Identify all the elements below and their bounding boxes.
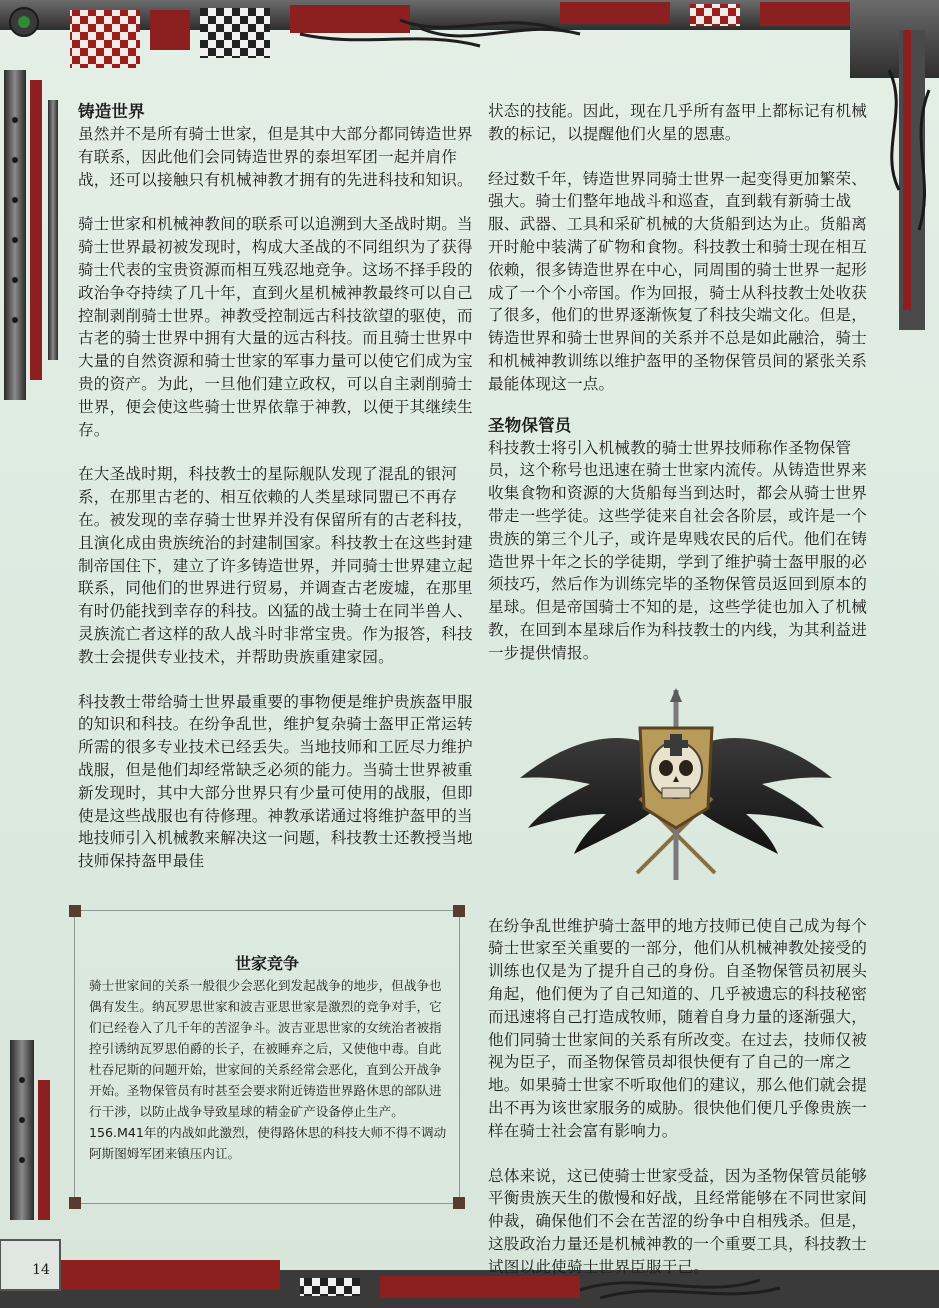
section-title-forge-world: 铸造世界 — [78, 102, 145, 121]
top-decorative-border — [0, 0, 939, 92]
corner-ornament — [69, 905, 81, 917]
paragraph: 在纷争乱世维护骑士盔甲的地方技师已使自己成为每个骑士世家至关重要的一部分，他们从机械神教处接受的训练也仅是为了提升自己的身份。自圣物保管员初展头角起，他们便为了自己知道的、几乎被遗忘的科技秘密而迅速将自己打造成牧师，随着自身力量的逐渐强大，他们同骑士世家间的关系有所改变。在过去，技师仅被视为臣子，而圣物保管员却很快便有了自己的一席之地。如果骑士世家不听取他们的建议，那么他们就会提出不再为该世家服务的威胁。很快他们便几乎像贵族一样在骑士社会富有影响力。 — [488, 916, 868, 1140]
corner-ornament — [453, 1197, 465, 1209]
left-column — [78, 100, 478, 873]
corner-ornament — [69, 1197, 81, 1209]
paragraph: 科技教士带给骑士世界最重要的事物便是维护贵族盔甲服的知识和科技。在纷争乱世，维护复杂骑士盔甲正常运转所需的很多专业技术已经丢失。当地技师和工匠尽力维护战服，但是他们却经常缺乏必须的能力。当骑士世界被重新发现时，其中大部分世界只有少量可使用的战服，但即使是这些战服也有待修理。神教承诺通过将维护盔甲的当地技师引入机械教来解决这一问题，科技教士还教授当地技师保持盔甲最佳 — [78, 692, 473, 871]
sidebar-title: 世家竞争 — [234, 954, 299, 973]
section-title-relic-keepers: 圣物保管员 — [488, 415, 572, 435]
paragraph: 总体来说，这已使骑士世家受益，因为圣物保管员能够平衡贵族天生的傲慢和好战，且经常能够在不同世家间仲裁，确保他们不会在苦涩的纷争中自相残杀。但是，这股政治力量还是机械神教的一个重要工具，科技教士试图以此使骑士世界臣服于己。 — [488, 1166, 868, 1276]
paragraph: 虽然并不是所有骑士世家，但是其中大部分都同铸造世界有联系，因此他们会同铸造世界的泰坦军团一起并肩作战，还可以接触只有机械神教才拥有的先进科技和知识。 — [78, 125, 473, 189]
paragraph: 科技教士将引入机械教的骑士世界技师称作圣物保管员，这个称号也迅速在骑士世家内流传。从铸造世界来收集食物和资源的大货船每当到达时，都会从骑士世界带走一些学徒。这些学徒来自社会各阶层，或许是一个贵族的第三个儿子，或许是卑贱农民的后代。他们在铸造世界十年之长的学徒期，学到了维护骑士盔甲服的必须技巧，然后作为训练完毕的圣物保管员返回到原本的星球。但是帝国骑士不知的是，这些学徒也加入了机械教，在回到本星球后作为科技教士的内线，为其利益进一步提供情报。 — [488, 438, 868, 662]
corner-ornament — [453, 905, 465, 917]
winged-skull-emblem — [510, 688, 842, 888]
paragraph: 经过数千年，铸造世界同骑士世界一起变得更加繁荣、强大。骑士们整年地战斗和巡查，直到载有新骑士战服、武器、工具和采矿机械的大货船到达为止。货船离开时舱中装满了矿物和食物。科技教士和骑士现在相互依赖，很多铸造世界在中心，同周围的骑士世界一起形成了一个个小帝国。作为回报，骑士从科技教士处收获了很多，他们的世界逐渐恢复了科技尖端文化。但是，铸造世界和骑士世界间的关系并不总是如此融洽，骑士和机械神教训练以维护盔甲的圣物保管员间的紧张关系最能体现这一点。 — [488, 169, 868, 393]
left-pipe-decoration — [0, 40, 70, 1308]
right-pipe-decoration — [879, 30, 939, 450]
page-number: 14 — [32, 1262, 50, 1278]
sidebar-box — [74, 910, 460, 1204]
paragraph: 在大圣战时期，科技教士的星际舰队发现了混乱的银河系，在那里古老的、相互依赖的人类星球同盟已不再存在。被发现的幸存骑士世界并没有保留所有的古老科技，且演化成由贵族统治的封建制国家。科技教士在这些封建制帝国住下，建立了许多铸造世界，并同骑士世界建立起联系，同他们的世界进行贸易，并调查古老废墟，在那里有时仍能找到幸存的科技。凶猛的战士骑士在同半兽人、灵族流亡者这样的敌人战斗时非常宝贵。作为报答，科技教士会提供专业技术，并帮助贵族重建家园。 — [78, 465, 473, 666]
paragraph: 状态的技能。因此，现在几乎所有盔甲上都标记有机械教的标记，以提醒他们火星的恩惠。 — [488, 102, 868, 143]
paragraph: 骑士世家和机械神教间的联系可以追溯到大圣战时期。当骑士世界最初被发现时，构成大圣战的不同组织为了获得骑士代表的宝贵资源而相互残忍地竞争。这场不择手段的政治争夺持续了几十年，直到火星机械神教最终可以自己控制剥削骑士世界。神教受控制远古科技欲望的驱使，而古老的骑士世界中拥有大量的远古科技。而且骑士世界中大量的自然资源和骑士世家的军事力量可以使它们成为宝贵的资产。为此，一旦他们建立政权，可以自主剥削骑士世界，便会使这些骑士世界依靠于神教，以便于其继续生存。 — [78, 215, 473, 439]
sidebar-body: 骑士世家间的关系一般很少会恶化到发起战争的地步，但战争也偶有发生。纳瓦罗思世家和波吉亚思世家是激烈的竞争对手，它们已经卷入了几千年的苦涩争斗。波吉亚思世家的女统治者被指控引诱纳瓦罗思伯爵的长子，在被睡弃之后，又使他中毒。自此杜吞尼斯的问题开始，世家间的关系经常会恶化，直到公开战争开始。圣物保管员有时甚至会要求附近铸造世界路休思的部队进行干涉，以防止战争导致星球的精金矿产设备停止生产。156.M41年的内战如此激烈，使得路休思的科技大师不得不调动阿斯图姆军团来镇压内讧。 — [89, 978, 447, 1161]
